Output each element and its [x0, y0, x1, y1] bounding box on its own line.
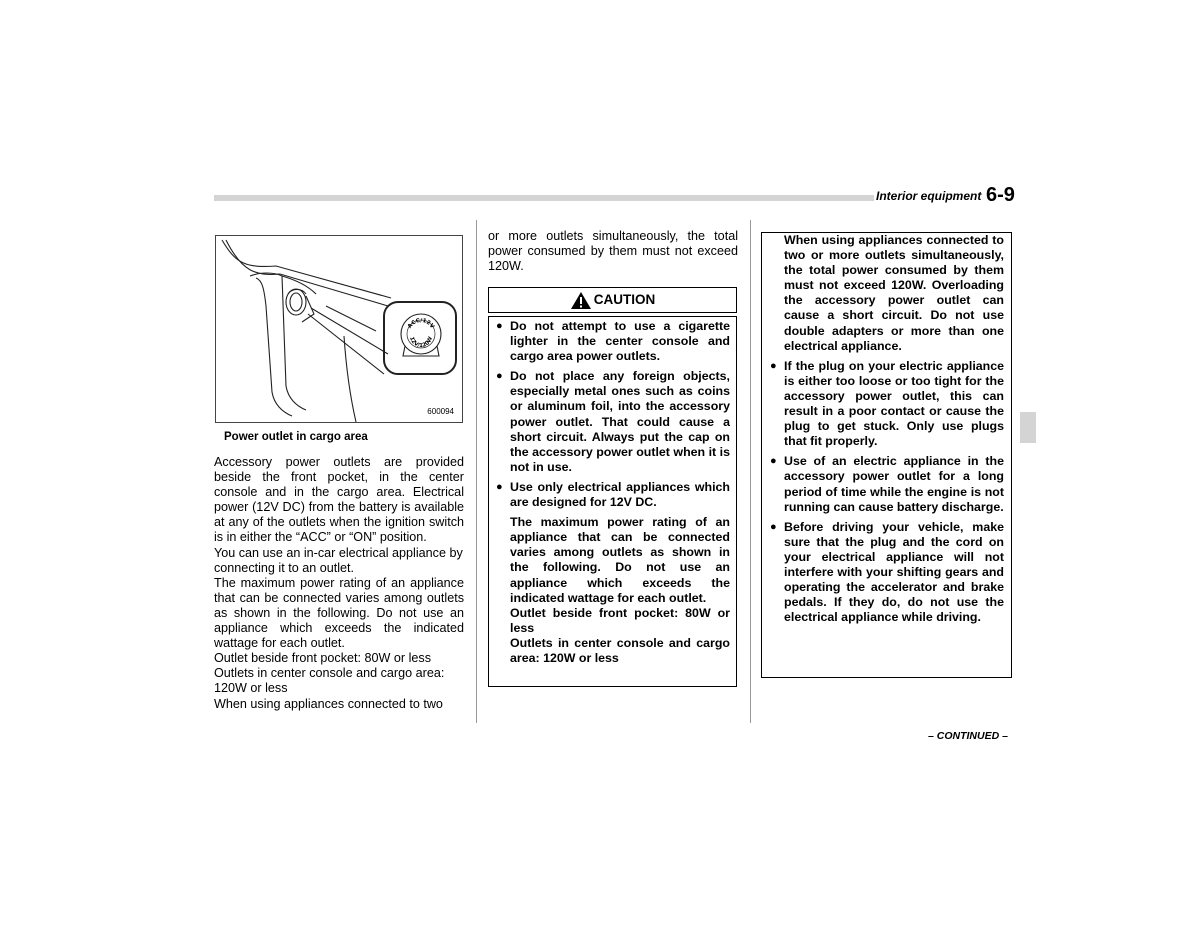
- figure-caption: Power outlet in cargo area: [224, 431, 368, 443]
- body-text-column-2: [488, 229, 738, 274]
- paragraph: Outlets in center console and cargo area: 120W or less: [214, 666, 445, 696]
- header-rule: [214, 195, 874, 201]
- caution-item: [496, 319, 730, 364]
- warning-icon: [570, 291, 592, 310]
- page-number: 6-9: [986, 184, 1015, 206]
- caution-header: [488, 287, 737, 313]
- cap-text-top: ACC/12V: [406, 317, 436, 330]
- continued-item-text: Before driving your vehicle, make sure that the plug and the cord on your electrical appliance will not interfere with your shifting gears and operating the accelerator and brake pedals. If they do, do not use the electrical appliance while driving.: [784, 519, 1004, 625]
- caution-item-text: Use only electrical appliances which are designed for 12V DC.: [510, 479, 730, 510]
- svg-text:12V/120W: [408, 336, 434, 349]
- continued-item-text: Use of an electric appliance in the accessory power outlet for a long period of time while the engine is not running can cause battery discharge.: [784, 454, 1004, 514]
- caution-box: [488, 316, 737, 687]
- bullet-icon: ●: [770, 359, 777, 372]
- paragraph: Outlet beside front pocket: 80W or less: [214, 651, 431, 666]
- outlet-cap-label: [401, 314, 441, 354]
- cap-text-bottom: 12V/120W: [408, 335, 435, 350]
- bullet-icon: ●: [496, 370, 503, 383]
- figure-code: 600094: [427, 407, 454, 416]
- continued-item: [770, 358, 1004, 450]
- continued-label: – CONTINUED –: [928, 730, 1008, 742]
- chapter-tab: [1020, 412, 1036, 443]
- continued-item: [770, 454, 1004, 514]
- paragraph: or more outlets simultaneously, the total power consumed by them must not exceed 120W.: [488, 229, 738, 274]
- caution-item: [496, 479, 730, 510]
- caution-item: [496, 369, 730, 475]
- svg-text:ACC/12V: [407, 318, 436, 330]
- caution-sub-paragraph: The maximum power rating of an appliance that can be connected varies among outlets as shown in the following. Do not use an appliance which exceeds the indicated wattage for each outlet.: [510, 515, 730, 605]
- bullet-icon: ●: [496, 320, 503, 332]
- bullet-icon: ●: [770, 455, 777, 468]
- column-divider-left: [476, 220, 477, 723]
- paragraph: The maximum power rating of an appliance that can be connected varies among outlets as shown in the following. Do not use an appliance which exceeds the indicated wattage for each outlet.: [214, 575, 464, 651]
- paragraph: You can use an in-car electrical appliance by connecting it to an outlet.: [214, 545, 463, 575]
- caution-title: CAUTION: [593, 292, 656, 307]
- body-text-column-1: [214, 455, 464, 712]
- caution-continued-box: [761, 232, 1012, 678]
- bullet-icon: ●: [770, 520, 777, 533]
- paragraph: When using appliances connected to two: [214, 696, 443, 711]
- continued-intro: When using appliances connected to two or more outlets simultaneously, the total power consumed by them must not exceed 120W. Overloading the accessory power outlet can cause a short circuit. Do not use double adapters or more than one electrical appliance.: [784, 233, 1004, 353]
- caution-item-text: Do not place any foreign objects, especially metal ones such as coins or aluminum foil, into the accessory power outlet. That could cause a short circuit. Always put the cap on the accessory power outlet when it is not in use.: [510, 369, 730, 474]
- caution-sub-line: Outlets in center console and cargo area: 120W or less: [510, 635, 730, 665]
- paragraph: Accessory power outlets are provided beside the front pocket, in the center console and in the cargo area. Electrical power (12V DC) from the battery is available at any of the outlets when the ignition switch is in either the “ACC” or “ON” position.: [214, 455, 464, 545]
- bullet-icon: ●: [496, 480, 503, 493]
- continued-item: [770, 519, 1004, 626]
- caution-sub-line: Outlet beside front pocket: 80W or less: [510, 605, 730, 635]
- column-divider-right: [750, 220, 751, 723]
- power-outlet-illustration: [215, 235, 463, 423]
- continued-item-text: If the plug on your electric appliance is either too loose or too tight for the accessory power outlet, this can result in a poor contact or cause the plug to get stuck. Only use plugs that fit properly.: [784, 358, 1004, 449]
- section-title: Interior equipment: [876, 189, 982, 203]
- caution-item-text: Do not attempt to use a cigarette lighter in the center console and cargo area power outlets.: [510, 319, 730, 364]
